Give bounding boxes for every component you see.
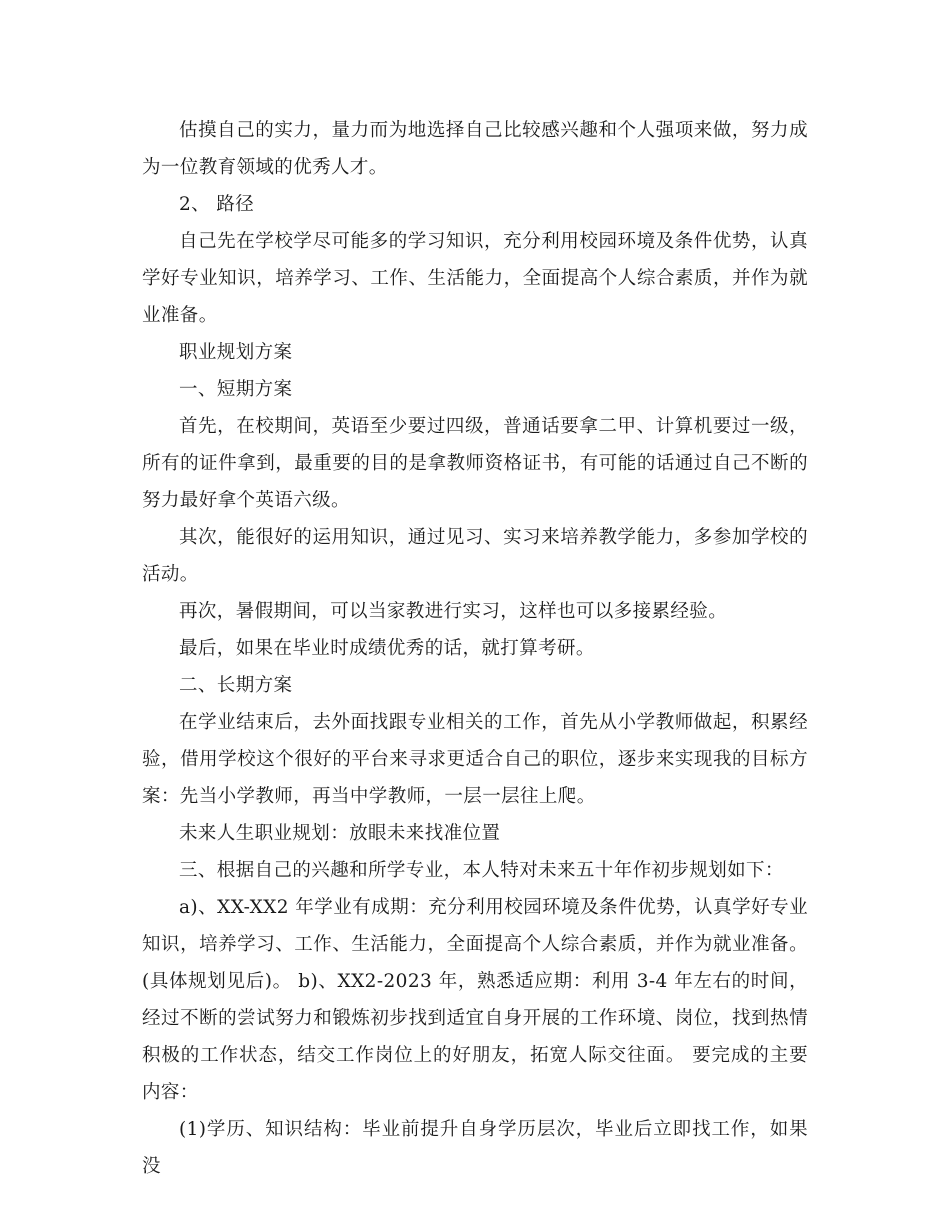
section-heading-career-plan: 职业规划方案 xyxy=(179,342,293,363)
paragraph-last: 最后，如果在毕业时成绩优秀的话，就打算考研。 xyxy=(179,638,595,659)
section-heading-path: 2、 路径 xyxy=(179,194,255,215)
section-heading-fifty-years: 三、根据自己的兴趣和所学专业，本人特对未来五十年作初步规划如下： xyxy=(179,860,784,881)
section-heading-short-term: 一、短期方案 xyxy=(179,379,293,400)
paragraph-education: (1)学历、知识结构：毕业前提升自身学历层次，毕业后立即找工作，如果没 xyxy=(142,1119,808,1177)
paragraph-2: 自己先在学校学尽可能多的学习知识，充分利用校园环境及条件优势，认真学好专业知识，培养学习、工作、生活能力，全面提高个人综合素质，并作为就业准备。 xyxy=(142,231,808,326)
paragraph-1: 估摸自己的实力，量力而为地选择自己比较感兴趣和个人强项来做，努力成为一位教育领域的优秀人才。 xyxy=(142,120,808,178)
section-heading-future: 未来人生职业规划：放眼未来找准位置 xyxy=(179,823,501,844)
paragraph-phases: a)、XX-XX2 年学业有成期：充分利用校园环境及条件优势，认真学好专业知识，培养学习、工作、生活能力，全面提高个人综合素质，并作为就业准备。(具体规划见后)。 b)、XX2-2023 年，熟悉适应期：利用 3-4 年左右的时间，经过不断的尝试努力和锻炼初步找到适宜自身开展的工作环境、岗位，找到热情积极的工作状态，结交工作岗位上的好朋友，拓宽人际交往面。 要完成的主要内容： xyxy=(142,897,808,1103)
paragraph-first: 首先，在校期间，英语至少要过四级，普通话要拿二甲、计算机要过一级，所有的证件拿到，最重要的目的是拿教师资格证书，有可能的话通过自己不断的努力最好拿个英语六级。 xyxy=(142,416,808,511)
paragraph-third: 再次，暑假期间，可以当家教进行实习，这样也可以多接累经验。 xyxy=(179,601,728,622)
document-body xyxy=(142,112,808,1185)
section-heading-long-term: 二、长期方案 xyxy=(179,675,293,696)
paragraph-long-term: 在学业结束后，去外面找跟专业相关的工作，首先从小学教师做起，积累经验，借用学校这个很好的平台来寻求更适合自己的职位，逐步来实现我的目标方案：先当小学教师，再当中学教师，一层一层往上爬。 xyxy=(142,712,808,807)
paragraph-second: 其次，能很好的运用知识，通过见习、实习来培养教学能力，多参加学校的活动。 xyxy=(142,527,808,585)
